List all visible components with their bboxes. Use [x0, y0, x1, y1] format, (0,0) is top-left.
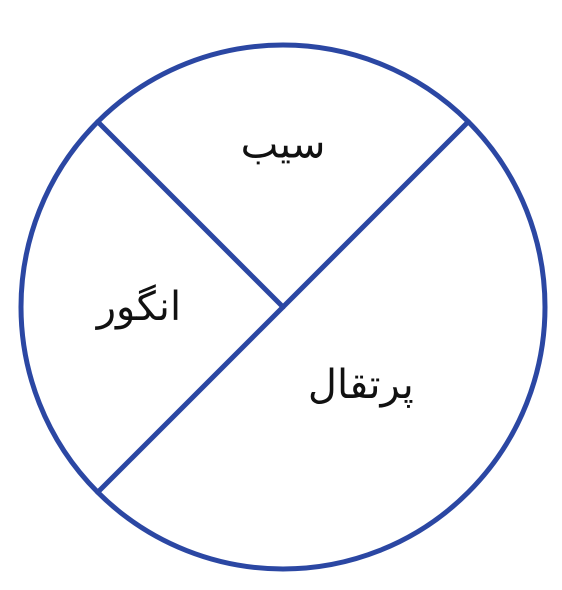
slice-label-2: انگور	[96, 284, 182, 330]
slice-label-1: سیب	[240, 121, 326, 168]
slice-label-3: پرتقال	[307, 361, 414, 408]
